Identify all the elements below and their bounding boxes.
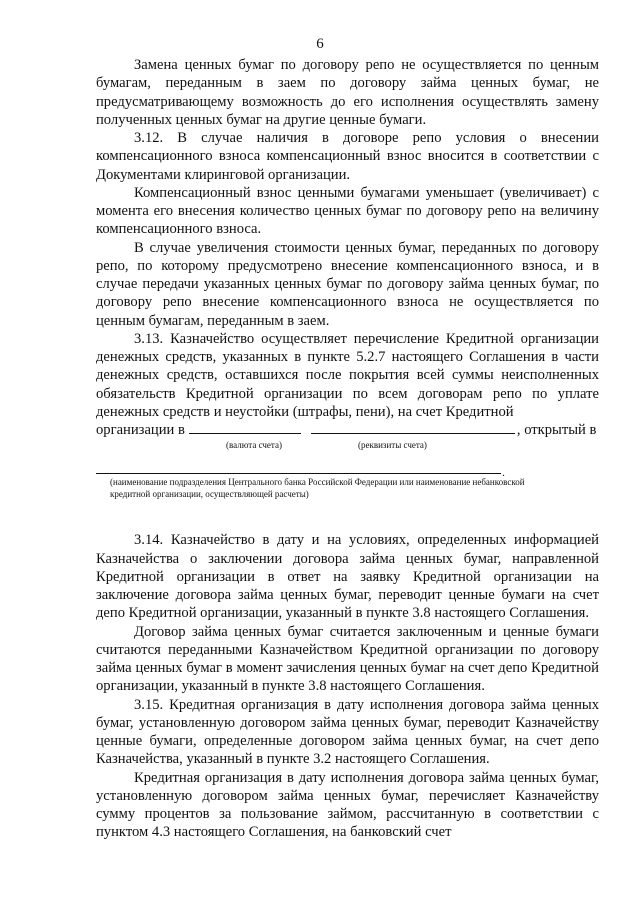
paragraph-3-12: 3.12. В случае наличия в договоре репо условия о внесении компенсационного взноса компенсационный взнос вносится в соответствии с Документами клиринговой организации.: [96, 130, 599, 183]
requisites-captions: [96, 439, 599, 455]
currency-blank-field: [189, 421, 301, 434]
paragraph-3-15: 3.15. Кредитная организация в дату исполнения договора займа ценных бумаг, установленную договором займа ценных бумаг, переводит Казначейству ценные бумаги, определенные договором займа ценных бумаг, на счет депо Казначейства, указанный в пункте 3.2 настоящего Соглашения.: [96, 696, 599, 768]
paragraph-compensation-fee: Компенсационный взнос ценными бумагами уменьшает (увеличивает) с момента его внесения количество ценных бумаг по договору репо на величину компенсационного взноса.: [96, 184, 599, 238]
paragraph-3-13: 3.13. Казначейство осуществляет перечисление Кредитной организации денежных средств, указанных в пункте 5.2.7 настоящего Соглашения в части денежных средств, оставшихся после покрытия всей суммы неисполненных обязательств Кредитной организации по всем договорам репо по уплате денежных средств и неустойки (штрафы, пени), на счет Кредитной: [96, 330, 599, 420]
branch-end-mark: .: [502, 465, 505, 480]
details-caption: (реквизиты счета): [358, 440, 427, 451]
branch-name-field: [96, 465, 599, 509]
page-number: 6: [316, 36, 324, 52]
document-body: [96, 56, 599, 842]
details-blank-field: [311, 421, 515, 434]
requisites-lead-text: организации в: [96, 422, 185, 438]
paragraph-securities-replacement: Замена ценных бумаг по договору репо не осуществляется по ценным бумагам, переданным в заем по договору займа ценных бумаг, не предусматривающему возможность до его исполнения осуществлять замену полученных ценных бумаг на другие ценные бумаги.: [96, 57, 599, 128]
paragraph-loan-concluded: Договор займа ценных бумаг считается заключенным и ценные бумаги считаются переданными Казначейством Кредитной организации по договору займа ценных бумаг в момент зачисления ценных бумаг на счет депо Кредитной организации, указанный в пункте 3.8 настоящего Соглашения.: [96, 623, 599, 695]
branch-blank-line: [96, 473, 501, 474]
paragraph-value-increase: В случае увеличения стоимости ценных бумаг, переданных по договору репо, по которому предусмотрено внесение компенсационного взноса, и в случае передачи указанных ценных бумаг по договору займа ценных бумаг, по договору репо внесение компенсационного взноса не осуществляется по ценным бумагам, переданным в заем.: [96, 239, 599, 329]
currency-caption: (валюта счета): [226, 440, 282, 451]
branch-caption: (наименование подразделения Центрального банка Российской Федерации или наименование небанковской кредитной организации, осуществляющей расчеты): [110, 477, 525, 500]
paragraph-3-14: 3.14. Казначейство в дату и на условиях, определенных информацией Казначейства о заключении договора займа ценных бумаг, направленной Кредитной организации в ответ на заявку Кредитной организации на заключение договора займа ценных бумаг, переводит ценные бумаги на счет депо Кредитной организации, указанный в пункте 3.8 настоящего Соглашения.: [96, 532, 599, 622]
account-requisites-line: [96, 421, 599, 439]
requisites-tail-text: , открытый в: [516, 422, 597, 438]
section-spacer: [96, 509, 599, 531]
paragraph-interest-transfer: Кредитная организация в дату исполнения договора займа ценных бумаг, установленную договором займа ценных бумаг, перечисляет Казначейству сумму процентов за пользование займом, рассчитанную в соответствии с пунктом 4.3 настоящего Соглашения, на банковский счет: [96, 769, 599, 841]
